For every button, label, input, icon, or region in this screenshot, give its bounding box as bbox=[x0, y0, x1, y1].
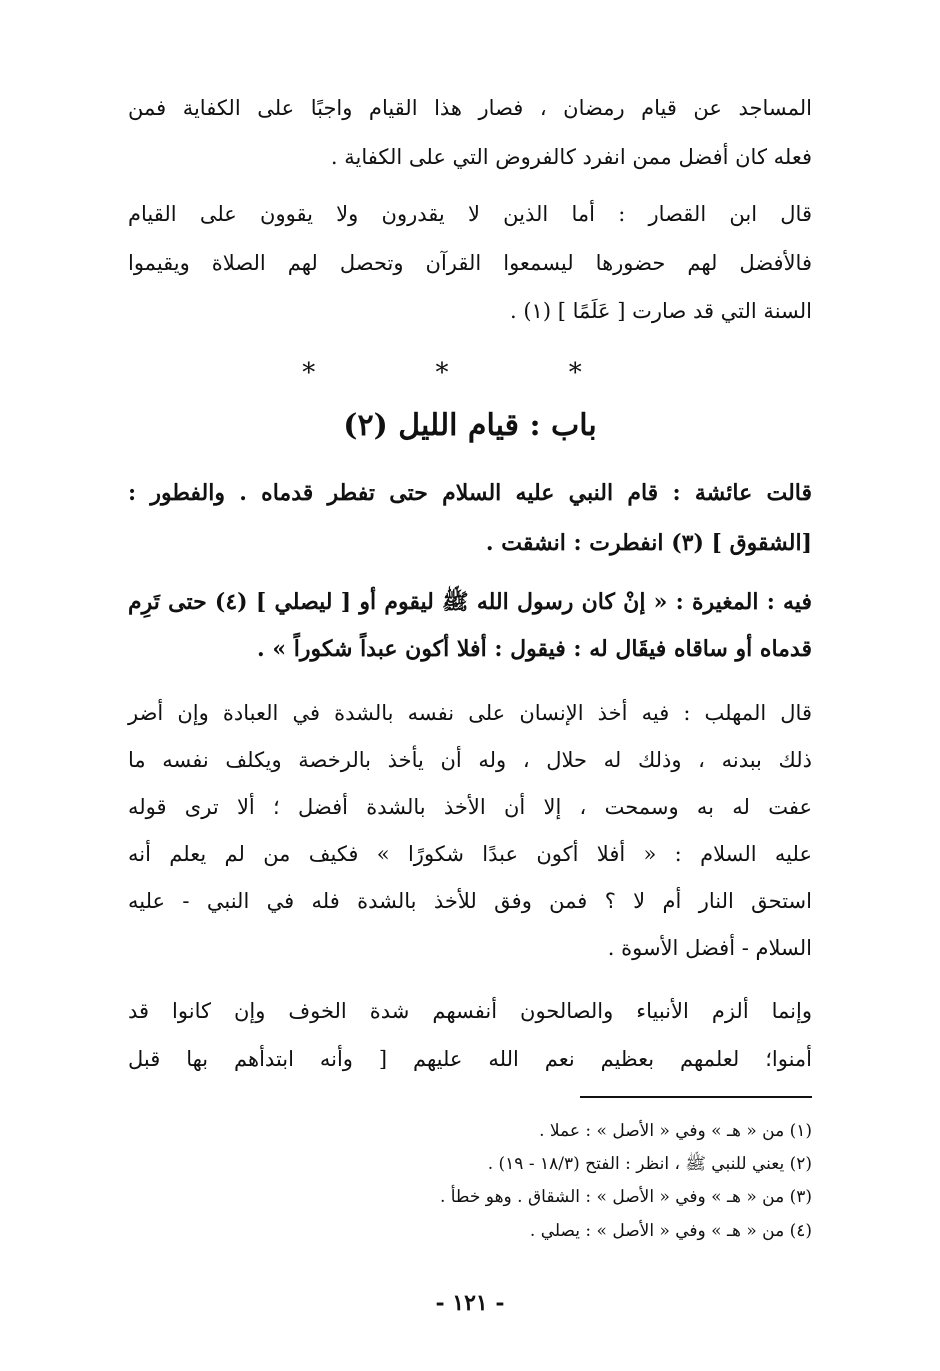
paragraph-3-line-2: ذلك ببدنه ، وذلك له حلال ، وله أن يأخذ بالرخصة ويكلف نفسه ما bbox=[128, 748, 812, 772]
footnote-1: (١) من « هـ » وفي « الأصل » : عملا . bbox=[539, 1121, 812, 1141]
paragraph-3-line-1: قال المهلب : فيه أخذ الإنسان على نفسه بالشدة في العبادة وإن أضر bbox=[128, 701, 812, 725]
hadith-1-line-2: [الشقوق ] (٣) انفطرت : انشقت . bbox=[485, 530, 812, 556]
paragraph-1-line-1: المساجد عن قيام رمضان ، فصار هذا القيام واجبًا على الكفاية فمن bbox=[128, 96, 812, 120]
chapter-heading: باب : قيام الليل (٢) bbox=[343, 408, 597, 443]
hadith-2-line-1: فيه : المغيرة : « إنْ كان رسول الله ﷺ ليقوم أو [ ليصلي ] (٤) حتى تَرِم bbox=[128, 589, 812, 615]
section-separator: * * * bbox=[302, 358, 638, 388]
hadith-1-line-1: قالت عائشة : قام النبي عليه السلام حتى تفطر قدماه . والفطور : bbox=[128, 480, 812, 506]
page-number: - ١٢١ - bbox=[435, 1290, 505, 1316]
paragraph-2-line-2: فالأفضل لهم حضورها ليسمعوا القرآن وتحصل لهم الصلاة ويقيموا bbox=[128, 251, 812, 275]
paragraph-3-line-6: السلام - أفضل الأسوة . bbox=[607, 936, 812, 960]
footnote-2: (٢) يعني للنبي ﷺ ، انظر : الفتح (١٨/٣ - ١٩) . bbox=[487, 1154, 812, 1174]
paragraph-2-line-1: قال ابن القصار : أما الذين لا يقدرون ولا يقوون على القيام bbox=[128, 202, 812, 226]
footnote-3: (٣) من « هـ » وفي « الأصل » : الشقاق . وهو خطأ . bbox=[439, 1187, 812, 1207]
paragraph-3-line-4: عليه السلام : « أفلا أكون عبدًا شكورًا » فكيف من لم يعلم أنه bbox=[128, 842, 812, 866]
paragraph-4-line-2: أمنوا؛ لعلمهم بعظيم نعم الله عليهم [ وأنه ابتدأهم بها قبل bbox=[128, 1047, 812, 1071]
paragraph-3-line-3: عفت له به وسمحت ، إلا أن الأخذ بالشدة أفضل ؛ ألا ترى قوله bbox=[128, 795, 812, 819]
paragraph-1-line-2: فعله كان أفضل ممن انفرد كالفروض التي على الكفاية . bbox=[330, 145, 812, 169]
paragraph-4-line-1: وإنما ألزم الأنبياء والصالحون أنفسهم شدة الخوف وإن كانوا قد bbox=[128, 999, 812, 1023]
hadith-2-line-2: قدماه أو ساقاه فيقَال له : فيقول : أفلا أكون عبداً شكوراً » . bbox=[257, 636, 812, 662]
paragraph-2-line-3: السنة التي قد صارت [ عَلَمًا ] (١) . bbox=[510, 299, 812, 323]
footnote-4: (٤) من « هـ » وفي « الأصل » : يصلي . bbox=[529, 1221, 812, 1241]
paragraph-3-line-5: استحق النار أم لا ؟ فمن وفق للأخذ بالشدة فله في النبي - عليه bbox=[128, 889, 812, 913]
footnote-divider bbox=[580, 1096, 812, 1098]
